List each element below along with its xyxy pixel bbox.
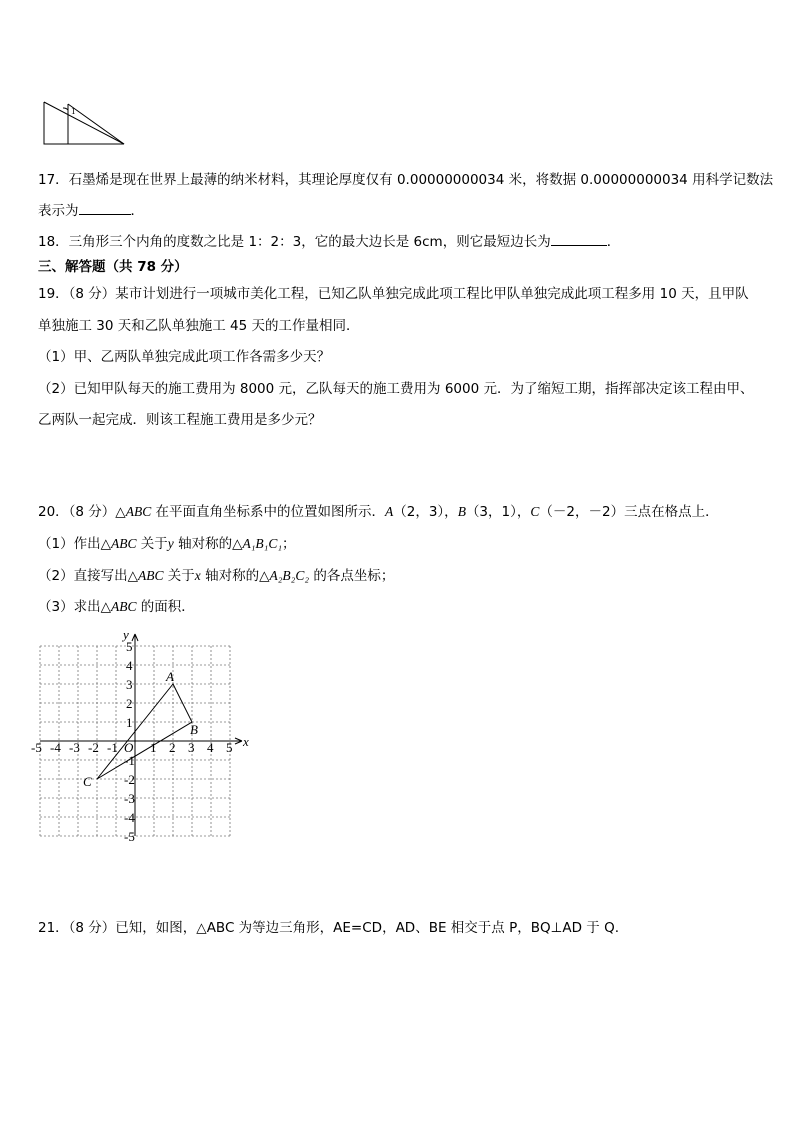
- q20-sub2: [38, 564, 394, 584]
- origin-label: O: [124, 740, 134, 755]
- q20-sub3-triangle: ABC: [110, 599, 137, 614]
- q20-sub1-triangle: ABC: [110, 536, 137, 551]
- q20-sub1: [38, 532, 296, 552]
- x-tick-label: 1: [150, 740, 157, 755]
- q20-sub2-mid: 关于: [163, 568, 195, 584]
- y-tick-label: -1: [124, 753, 135, 768]
- x-tick-label: -1: [107, 740, 118, 755]
- x-axis-label: x: [243, 734, 249, 749]
- q20-sub1-axis: y: [167, 536, 174, 551]
- q20-point-a-coord: （2，3），: [393, 504, 458, 520]
- section-heading: 三、解答题（共 78 分）: [38, 259, 188, 275]
- angle-arc: [63, 108, 68, 110]
- q19-sub2-line2: 乙两队一起完成．则该工程施工费用是多少元？: [38, 412, 322, 428]
- q20-sub2-end: 的各点坐标；: [309, 568, 395, 584]
- q18-answer-blank[interactable]: [551, 233, 607, 246]
- q20-intro: [38, 500, 719, 520]
- q20-point-c: C: [530, 504, 540, 519]
- q17-line2: [38, 199, 144, 219]
- q20-intro-mid: 在平面直角坐标系中的位置如图所示．: [151, 504, 385, 520]
- x-tick-label: 2: [169, 740, 176, 755]
- angle-label: 1: [71, 106, 76, 116]
- x-tick-label: -5: [31, 740, 42, 755]
- q20-sub1-prefix: （1）作出△: [38, 536, 111, 552]
- q19-sub2-line1: （2）已知甲队每天的施工费用为 8000 元，乙队每天的施工费用为 6000 元．为了缩短工期，指挥部决定该工程由甲、: [38, 381, 754, 397]
- coordinate-grid: [30, 615, 265, 845]
- x-tick-label: 3: [188, 740, 195, 755]
- q17-line2-suffix: ．: [130, 203, 144, 219]
- top-triangle-figure: [40, 98, 130, 148]
- q20-sub1-post: 轴对称的△: [173, 536, 243, 552]
- q20-sub1-mid: 关于: [136, 536, 168, 552]
- vertex-label-a: A: [166, 669, 174, 684]
- x-tick-label: -3: [69, 740, 80, 755]
- y-axis-label: y: [123, 627, 129, 642]
- q20-point-a: A: [385, 504, 394, 519]
- q19-line1: 19．（8 分）某市计划进行一项城市美化工程，已知乙队单独完成此项工程比甲队单独完成此项工程多用 10 天，且甲队: [38, 286, 749, 302]
- q20-sub3-prefix: （3）求出△: [38, 599, 111, 615]
- q20-point-b-coord: （3，1），: [465, 504, 531, 520]
- q20-sub1-end: ；: [282, 536, 296, 552]
- q20-sub2-image-triangle: A₂B₂C₂: [269, 568, 310, 583]
- q20-sub2-axis: x: [194, 568, 201, 583]
- x-tick-label: 5: [226, 740, 233, 755]
- q19-sub1: （1）甲、乙两队单独完成此项工作各需多少天？: [38, 349, 331, 365]
- y-tick-label: 2: [126, 696, 133, 711]
- q19-line2: 单独施工 30 天和乙队单独施工 45 天的工作量相同．: [38, 318, 360, 334]
- x-tick-label: 4: [207, 740, 214, 755]
- q17-line1: 17．石墨烯是现在世界上最薄的纳米材料，其理论厚度仅有 0.00000000034 米，将数据 0.00000000034 用科学记数法: [38, 172, 774, 188]
- x-tick-label: -2: [88, 740, 99, 755]
- q20-point-c-coord: （－2，－2）三点在格点上．: [539, 504, 719, 520]
- y-tick-label: 3: [126, 677, 133, 692]
- q20-point-b: B: [457, 504, 466, 519]
- q20-sub2-prefix: （2）直接写出△: [38, 568, 138, 584]
- q20-triangle-name: ABC: [125, 504, 152, 519]
- q20-sub2-post: 轴对称的△: [200, 568, 270, 584]
- vertex-label-b: B: [190, 722, 198, 737]
- q17-answer-blank[interactable]: [79, 202, 131, 215]
- y-tick-label: -2: [124, 772, 135, 787]
- y-tick-label: -5: [124, 829, 135, 844]
- vertex-label-c: C: [83, 774, 92, 789]
- q17-line2-prefix: 表示为: [38, 203, 79, 219]
- outer-triangle: [44, 102, 124, 144]
- inner-hypotenuse: [68, 104, 124, 144]
- q18-text: 18．三角形三个内角的度数之比是 1：2：3，它的最大边长是 6cm，则它最短边长为: [38, 234, 551, 250]
- y-tick-label: 5: [126, 639, 133, 654]
- y-tick-label: 4: [126, 658, 133, 673]
- q21-line: 21．（8 分）已知，如图，△ABC 为等边三角形，AE=CD，AD、BE 相交于点 P，BQ⊥AD 于 Q.: [38, 920, 619, 936]
- triangle-abc: [97, 684, 192, 779]
- q20-sub1-image-triangle: A₁B₁C₁: [242, 536, 283, 551]
- y-tick-label: -3: [124, 791, 135, 806]
- y-tick-label: -4: [124, 810, 135, 825]
- x-tick-label: -4: [50, 740, 61, 755]
- q18-suffix: ．: [606, 234, 621, 250]
- q20-sub3: [38, 595, 195, 615]
- y-tick-label: 1: [126, 715, 133, 730]
- q20-sub2-triangle: ABC: [137, 568, 164, 583]
- q18-line: [38, 230, 620, 250]
- q20-intro-prefix: 20．（8 分）△: [38, 504, 126, 520]
- q20-sub3-post: 的面积．: [136, 599, 195, 615]
